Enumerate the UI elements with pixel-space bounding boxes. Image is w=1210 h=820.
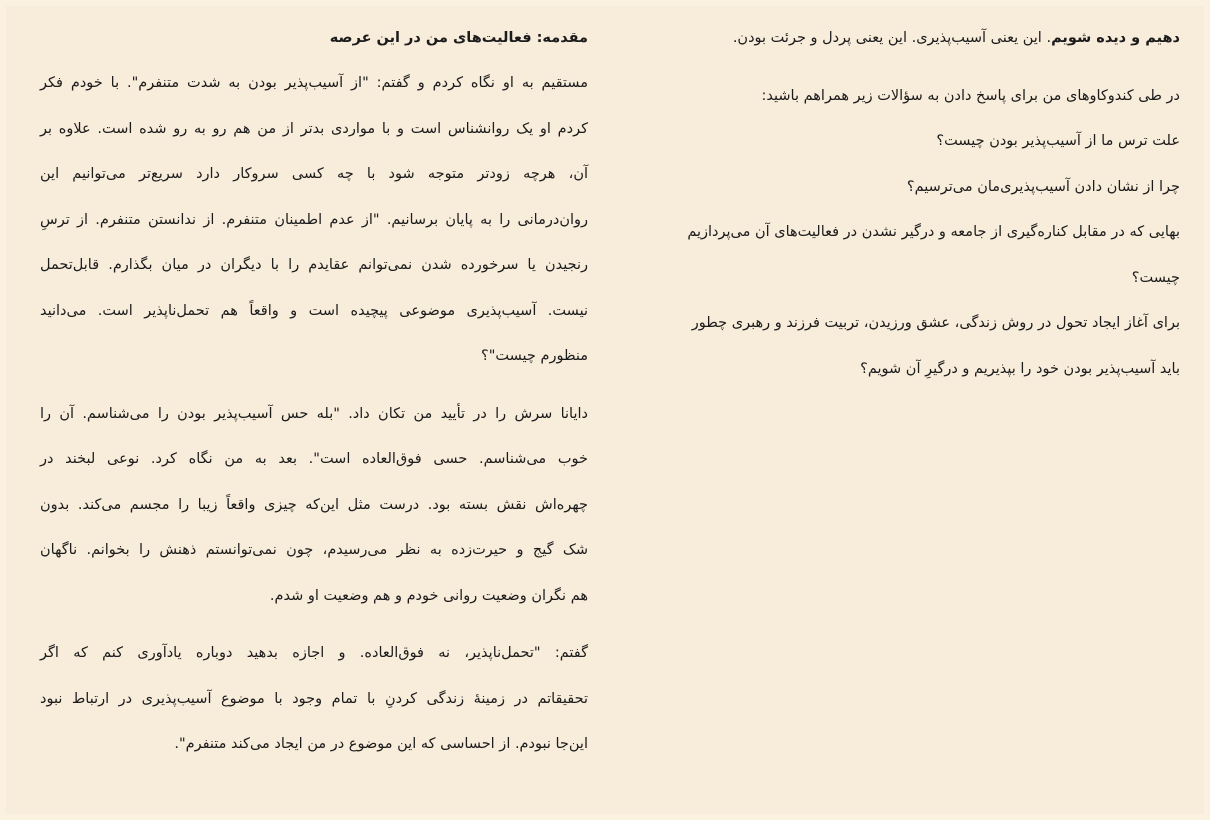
question-4-line-1: برای آغاز ایجاد تحول در روش زندگی، عشق ورزیدن، تربیت فرزند و رهبری چطور xyxy=(691,315,1180,331)
paragraph-line: هم نگران وضعیت روانی خودم و هم وضعیت او شدم. xyxy=(269,587,588,604)
paragraph-3 xyxy=(40,635,588,772)
paragraph-line: رنجیدن یا سرخورده شدن نمی‌توانم عقایدم را با دیگران در میان بگذارم. قابل‌تحمل xyxy=(40,257,588,273)
section-heading: مقدمه: فعالیت‌های من در این عرصه xyxy=(329,30,588,46)
paragraph-1 xyxy=(40,65,588,384)
opening-bold-text: دهیم و دیده شویم xyxy=(1051,30,1180,46)
opening-line xyxy=(640,20,1180,66)
paragraph-line: این‌جا نبودم. از احساسی که این موضوع در من ایجاد می‌کند متنفرم". xyxy=(174,736,588,752)
question-1: علت ترس ما از آسیب‌پذیر بودن چیست؟ xyxy=(936,133,1180,149)
spacer xyxy=(640,66,1180,78)
spacer xyxy=(40,623,588,635)
paragraph-line: شک گیج و حیرت‌زده به نظر می‌رسیدم، چون نمی‌توانستم ذهنش را بخوانم. ناگهان xyxy=(40,542,588,558)
paragraph-line: تحقیقاتم در زمینهٔ زندگی کردنِ با تمام وجود با موضوع آسیب‌پذیری در ارتباط نبود xyxy=(40,690,588,707)
paragraph-line: آن، هرچه زودتر متوجه شود با چه کسی سروکار دارد سریع‌تر می‌توانیم این xyxy=(40,166,588,182)
paragraph-line: دایانا سرش را در تأیید من تکان داد. "بله حس آسیب‌پذیر بودن را می‌شناسم. آن را xyxy=(40,405,588,422)
opening-rest-text: . این یعنی آسیب‌پذیری. این یعنی پردل و جرئت بودن. xyxy=(732,30,1052,46)
paragraph-line: کردم او یک روانشناس است و با مواردی بدتر از من هم رو به رو شده است. علاوه بر xyxy=(40,120,588,137)
book-page xyxy=(6,6,1204,814)
paragraph-line: نیست. آسیب‌پذیری موضوعی پیچیده است و واقعاً هم تحمل‌ناپذیر است. می‌دانید xyxy=(40,302,588,319)
paragraph-line: روان‌درمانی را به پایان برسانیم. "از عدم اطمینان متنفرم. از ندانستن متنفرم. از ترسِ xyxy=(40,211,588,228)
spacer xyxy=(40,384,588,396)
paragraph-2 xyxy=(40,396,588,624)
question-4-line-2: باید آسیب‌پذیر بودن خود را بپذیریم و درگیرِ آن شویم؟ xyxy=(860,360,1180,377)
paragraph-line: مستقیم به او نگاه کردم و گفتم: "از آسیب‌پذیر بودن به شدت متنفرم". با خودم فکر xyxy=(40,75,588,91)
questions-intro: در طی کندوکاوهای من برای پاسخ دادن به سؤالات زیر همراهم باشید: xyxy=(761,87,1180,104)
paragraph-line: گفتم: "تحمل‌ناپذیر، نه فوق‌العاده. و اجازه بدهید دوباره یادآوری کنم که اگر xyxy=(40,645,588,661)
paragraph-line: چهره‌اش نقش بسته بود. درست مثل این‌که چیزی واقعاً زیبا را مجسم می‌کند. بدون xyxy=(40,496,588,513)
left-column xyxy=(40,20,588,772)
paragraph-line: خوب می‌شناسم. حسی فوق‌العاده است". بعد به من نگاه کرد. نوعی لبخند در xyxy=(40,451,588,467)
question-2: چرا از نشان دادن آسیب‌پذیری‌مان می‌ترسیم؟ xyxy=(906,178,1180,195)
paragraph-line: منظورم چیست"؟ xyxy=(481,348,588,364)
question-3-line-1: بهایی که در مقابل کناره‌گیری از جامعه و درگیر نشدن در فعالیت‌های آن می‌پردازیم xyxy=(687,224,1180,240)
question-3-line-2: چیست؟ xyxy=(1131,269,1180,286)
right-column xyxy=(640,20,1180,396)
